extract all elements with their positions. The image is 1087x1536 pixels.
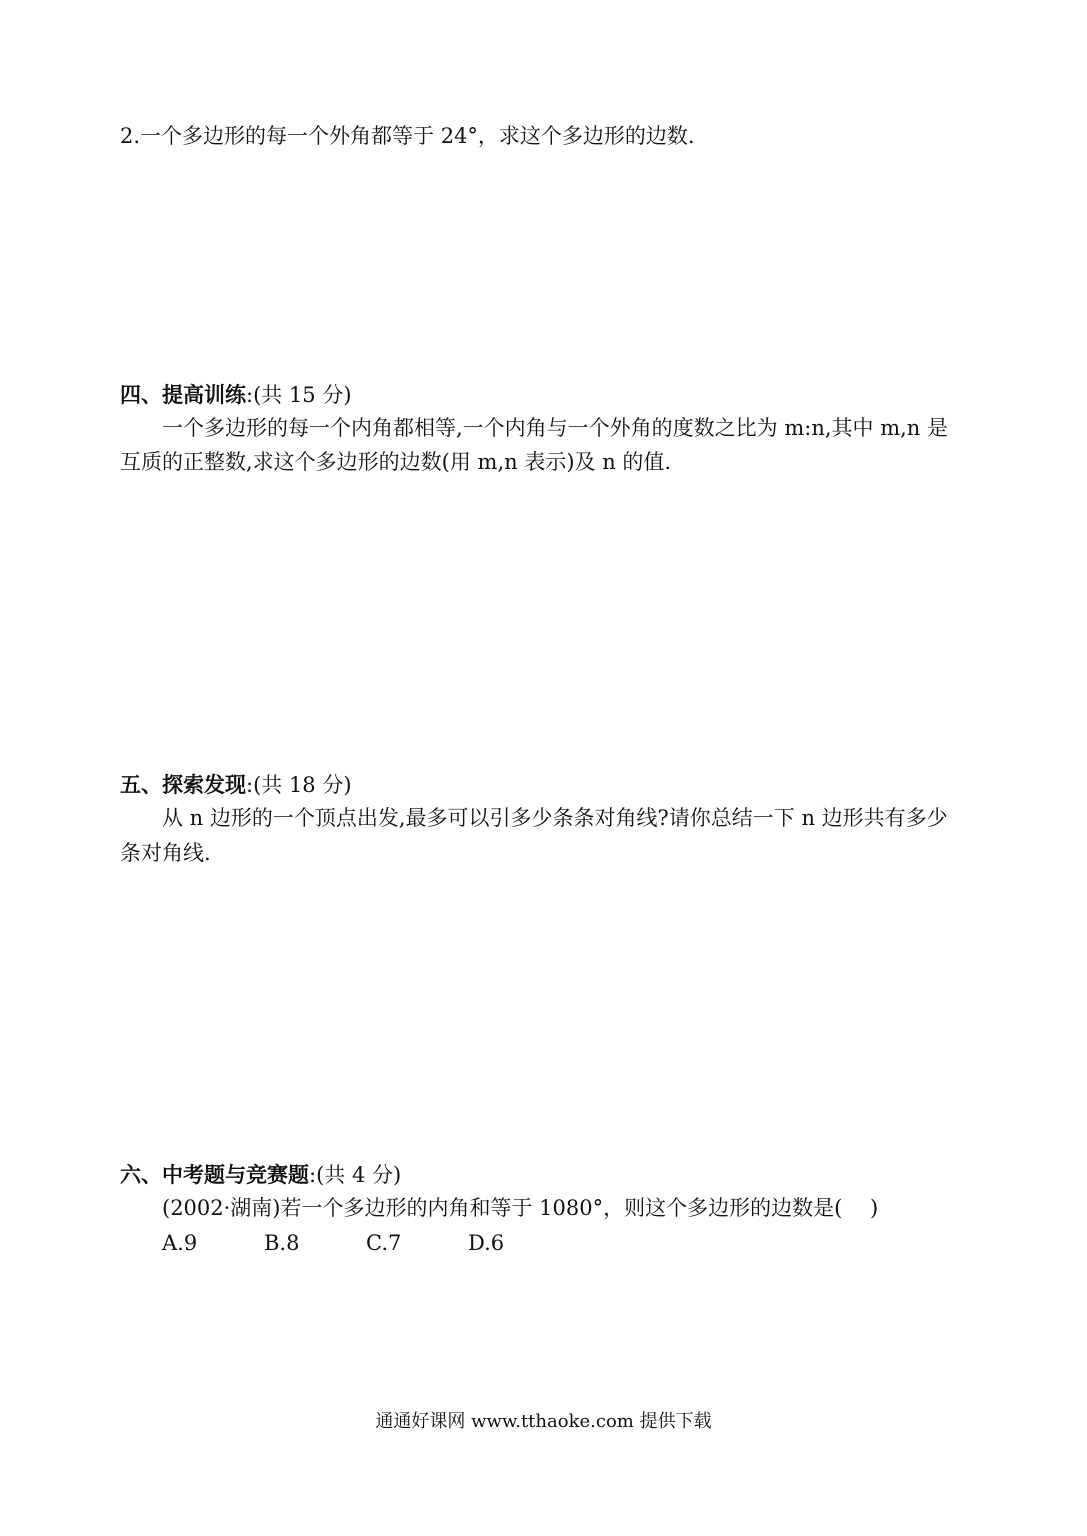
page-footer: 通通好课网 www.tthaoke.com 提供下载 (375, 1411, 712, 1432)
section-5-score: :(共 18 分) (246, 773, 352, 797)
section-4-score: :(共 15 分) (246, 383, 352, 407)
section-5-header (120, 771, 352, 799)
section-4-line-2: 互质的正整数,求这个多边形的边数(用 m,n 表示)及 n 的值. (120, 450, 672, 474)
choice-c: C.7 (366, 1231, 402, 1255)
section-6-score: :(共 4 分) (309, 1163, 402, 1187)
section-6-heading: 六、中考题与竞赛题 (120, 1162, 309, 1187)
question-2: 2.一个多边形的每一个外角都等于 24°，求这个多边形的边数. (120, 124, 695, 148)
choice-b: B.8 (264, 1231, 300, 1255)
section-5-line-1: 从 n 边形的一个顶点出发,最多可以引多少条条对角线?请你总结一下 n 边形共有多少 (162, 806, 948, 830)
section-4-heading: 四、提高训练 (120, 382, 246, 407)
section-5-line-2: 条对角线. (120, 841, 211, 865)
choice-a: A.9 (162, 1231, 198, 1255)
choice-d: D.6 (468, 1231, 505, 1255)
answer-choices (162, 1229, 570, 1257)
section-6-question: (2002·湖南)若一个多边形的内角和等于 1080°，则这个多边形的边数是( ) (162, 1196, 879, 1220)
section-6-header (120, 1161, 401, 1189)
section-5-heading: 五、探索发现 (120, 772, 246, 797)
section-4-header (120, 381, 352, 409)
section-4-line-1: 一个多边形的每一个内角都相等,一个内角与一个外角的度数之比为 m:n,其中 m,n 是 (162, 416, 948, 440)
